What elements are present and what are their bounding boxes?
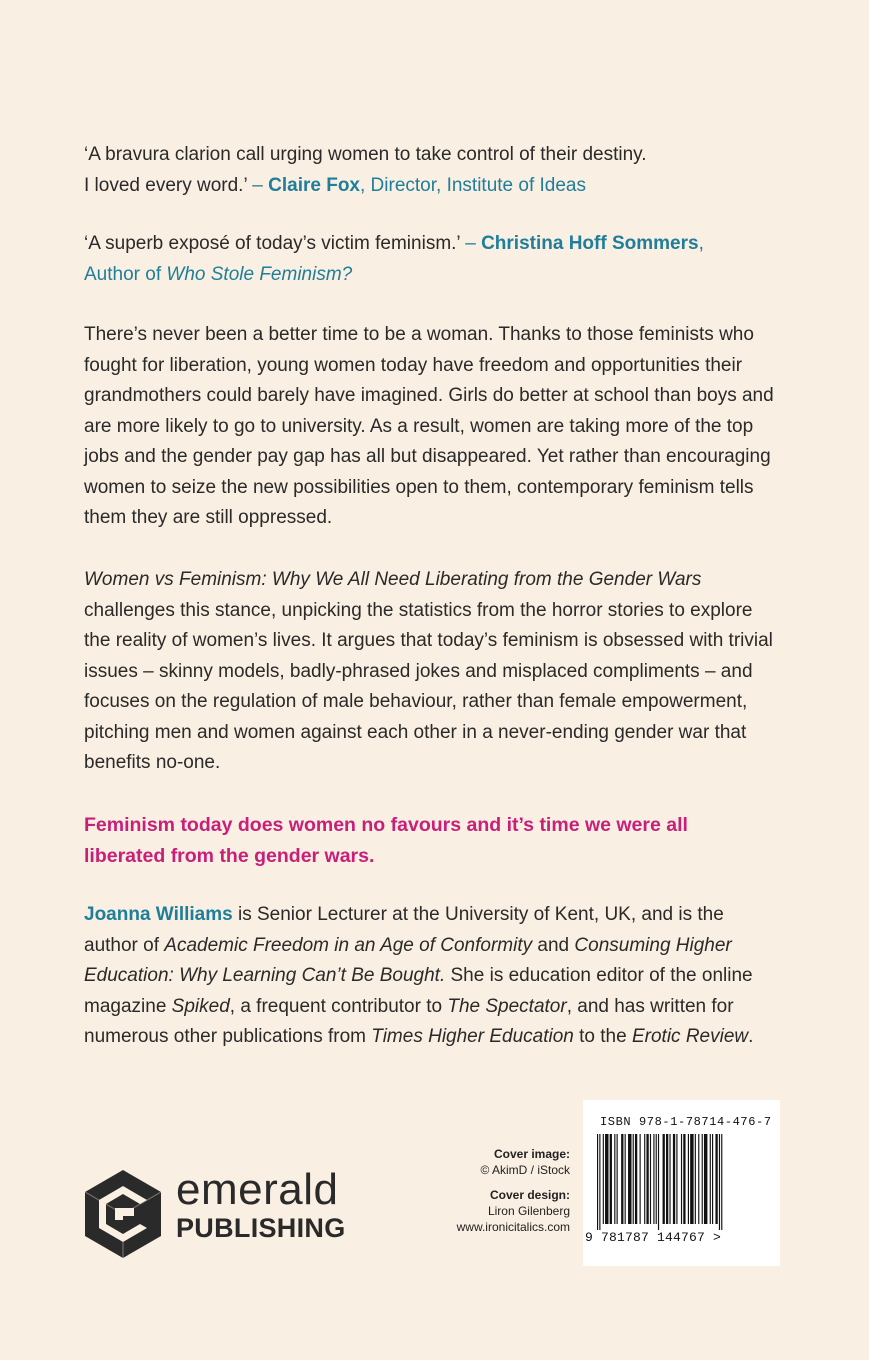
quote-1-role: , Director, Institute of Ideas xyxy=(360,174,586,196)
bio-publication-2: Erotic Review xyxy=(631,1026,749,1047)
highlight-statement: Feminism today does women no favours and it’s time we were all liberated from the gender wars. xyxy=(84,814,688,867)
isbn-number: 9 781787 144767 > xyxy=(585,1230,722,1245)
bio-text-7: . xyxy=(748,1026,754,1047)
book-title: Women vs Feminism: Why We All Need Liberating from the Gender Wars xyxy=(84,569,702,590)
blurb-paragraph-2 xyxy=(84,565,774,779)
cover-image-credit: © AkimD / iStock xyxy=(480,1163,570,1177)
bio-text-4: , a frequent contributor to xyxy=(229,995,448,1017)
publisher-subname: PUBLISHING xyxy=(176,1213,346,1243)
quote-2-text: ‘A superb exposé of today’s victim feminism.’ xyxy=(84,233,466,254)
endorsement-quote-2 xyxy=(84,229,784,290)
quote-1-dash: – xyxy=(252,174,269,196)
quote-2-comma: , xyxy=(698,233,704,254)
quote-2-role-prefix: Author of xyxy=(84,263,167,285)
blurb-paragraph-1: There’s never been a better time to be a woman. Thanks to those feminists who fought for liberation, young women today have freedom and opportunities their grandmothers could barely have imagined. Girls do better at school than boys and are more likely to go to university. As a result, women are taking more of the top jobs and the gender pay gap has all but disappeared. Yet rather than encouraging women to seize the new possibilities open to them, contemporary feminism tells them they are still oppressed. xyxy=(84,324,774,528)
barcode-bars xyxy=(597,1134,767,1230)
quote-1-author: Claire Fox xyxy=(268,174,360,196)
isbn-label: ISBN 978-1-78714-476-7 xyxy=(600,1115,772,1129)
bio-book-1: Academic Freedom in an Age of Conformity xyxy=(164,934,533,956)
publisher-name: emerald xyxy=(176,1165,339,1214)
bio-publication-1: Times Higher Education xyxy=(371,1026,574,1047)
author-bio xyxy=(84,900,774,1053)
cover-designer-url: www.ironicitalics.com xyxy=(456,1220,570,1234)
bio-text-5: , and has written for numerous other publications from xyxy=(84,995,734,1047)
bio-text-3: She is education editor of the online magazine xyxy=(84,965,753,1017)
quote-2-author: Christina Hoff Sommers xyxy=(481,233,699,254)
isbn-barcode xyxy=(583,1100,780,1266)
bio-magazine-2: The Spectator xyxy=(447,995,567,1017)
cover-image-label: Cover image: xyxy=(493,1147,570,1161)
bio-text-6: to the xyxy=(573,1026,632,1047)
endorsement-quote-1 xyxy=(84,140,784,201)
quote-1-line-2: I loved every word.’ xyxy=(84,174,253,196)
cover-designer: Liron Gilenberg xyxy=(487,1204,570,1218)
bio-text-1: is Senior Lecturer at the University of Kent, UK, and is the author of xyxy=(84,904,724,956)
cover-design-label: Cover design: xyxy=(489,1188,570,1202)
quote-2-role-title: Who Stole Feminism? xyxy=(166,263,353,285)
emerald-logo-icon xyxy=(82,1168,164,1260)
cover-credits xyxy=(400,1146,570,1235)
blurb-paragraph-2-text: challenges this stance, unpicking the statistics from the horror stories to explore the reality of women’s lives. It argues that today’s feminism is obsessed with trivial issues – skinny models, badly-phrased jokes and misplaced compliments – and focuses on the regulation of male behaviour, rather than female empowerment, pitching men and women against each other in a never-ending gender war that benefits no-one. xyxy=(84,599,773,773)
bio-book-2: Consuming Higher Education: Why Learning Can’t Be Bought. xyxy=(84,934,732,986)
quote-2-dash: – xyxy=(465,233,482,254)
bio-text-2: and xyxy=(532,934,575,956)
author-name: Joanna Williams xyxy=(84,904,233,925)
quote-1-line-1: ‘A bravura clarion call urging women to take control of their destiny. xyxy=(84,144,647,165)
bio-magazine-1: Spiked xyxy=(171,995,230,1017)
